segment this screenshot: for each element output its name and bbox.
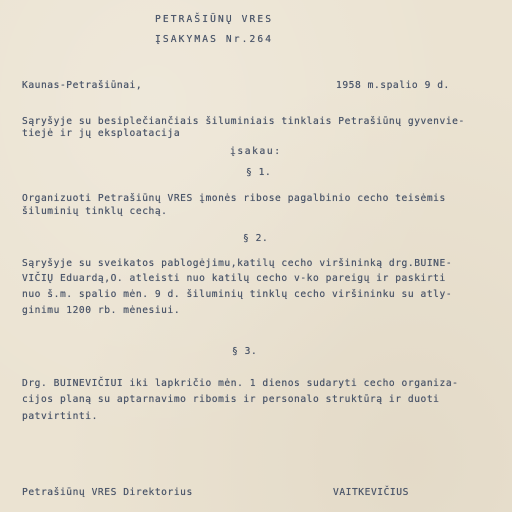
section-line: VIČIŲ Eduardą,O. atleisti nuo katilų cecho v-ko pareigų ir paskirti <box>22 273 446 284</box>
section-label: § 1. <box>246 167 272 178</box>
section-line: nuo š.m. spalio mėn. 9 d. šiluminių tinklų cecho viršininku su atly- <box>22 289 453 300</box>
order-title: ĮSAKYMAS Nr.264 <box>155 34 274 45</box>
section-line: šiluminių tinklų cechą. <box>22 206 168 217</box>
section-line: cijos planą su aptarnavimo ribomis ir personalo struktūrą ir duoti <box>22 394 440 405</box>
section-label: § 3. <box>232 346 258 357</box>
intro-line: Sąryšyje su besiplečiančiais šiluminiais tinklais Petrašiūnų gyvenvie- <box>22 116 465 127</box>
signature-name: VAITKEVIČIUS <box>333 487 409 498</box>
place-line: Kaunas-Petrašiūnai, <box>22 80 143 91</box>
isakau-line: įsakau: <box>230 146 282 157</box>
section-line: patvirtinti. <box>22 411 98 422</box>
section-line: Organizuoti Petrašiūnų VRES įmonės ribose pagalbinio cecho teisėmis <box>22 193 446 204</box>
intro-line: tiejė ir jų eksploatacija <box>22 128 181 139</box>
section-line: ginimu 1200 rb. mėnesiui. <box>22 305 181 316</box>
date-line: 1958 m.spalio 9 d. <box>336 80 450 91</box>
section-line: Drg. BUINEVIČIUI iki lapkričio mėn. 1 dienos sudaryti cecho organiza- <box>22 378 459 389</box>
signature-title: Petrašiūnų VRES Direktorius <box>22 487 193 498</box>
organization-heading: PETRAŠIŪNŲ VRES <box>155 14 274 25</box>
section-line: Sąryšyje su sveikatos pablogėjimu,katilų cecho viršininką drg.BUINE- <box>22 258 453 269</box>
section-label: § 2. <box>243 233 269 244</box>
